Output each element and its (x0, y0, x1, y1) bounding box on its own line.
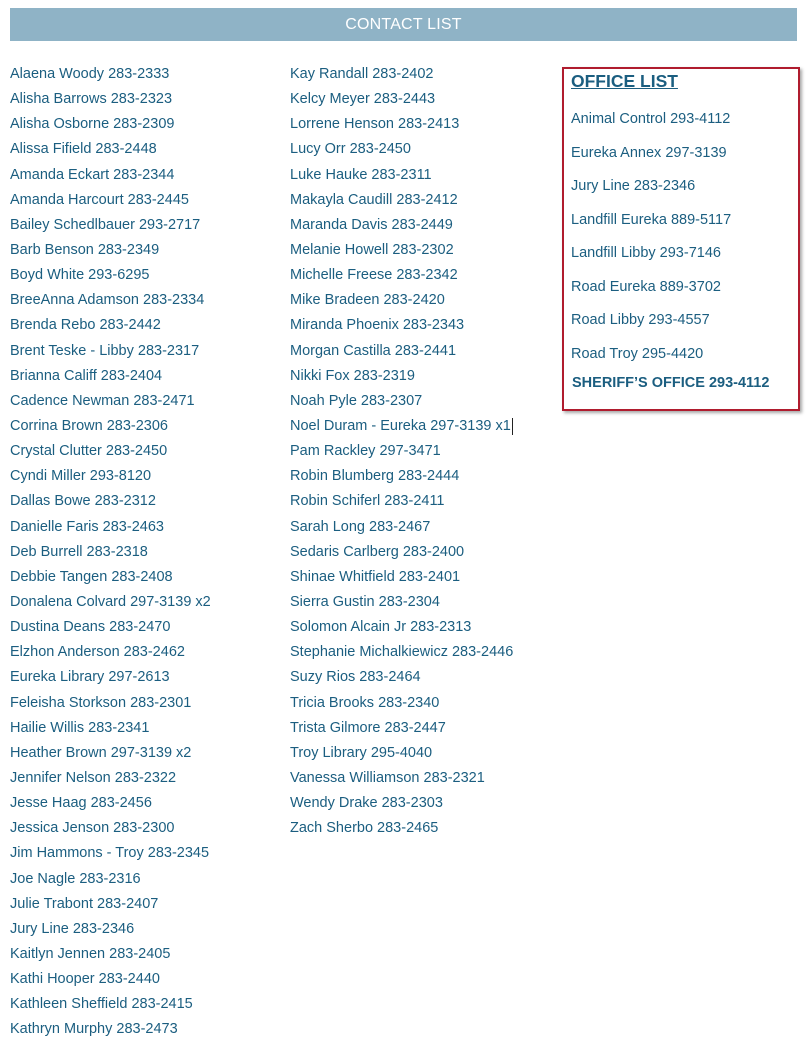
contact-item: Shinae Whitfield 283-2401 (290, 568, 461, 585)
contact-item: Bailey Schedlbauer 293-2717 (10, 216, 201, 233)
contact-item: Morgan Castilla 283-2441 (290, 342, 457, 359)
contact-item: Crystal Clutter 283-2450 (10, 443, 168, 460)
contact-item: Barb Benson 283-2349 (10, 241, 160, 258)
contact-item: Alisha Osborne 283-2309 (10, 116, 175, 133)
contact-item: Makayla Caudill 283-2412 (290, 191, 458, 208)
contact-item: Amanda Harcourt 283-2445 (10, 191, 189, 208)
contact-item: Joe Nagle 283-2316 (10, 870, 141, 887)
office-item: Road Eureka 889-3702 (571, 278, 721, 295)
contact-item: Maranda Davis 283-2449 (290, 216, 453, 233)
contact-item: Amanda Eckart 283-2344 (10, 166, 175, 183)
office-item: Road Libby 293-4557 (571, 312, 710, 328)
office-item: Eureka Annex 297-3139 (571, 144, 727, 161)
contact-item: BreeAnna Adamson 283-2334 (10, 292, 205, 309)
contact-item: Lorrene Henson 283-2413 (290, 116, 460, 133)
contact-item: Melanie Howell 283-2302 (290, 241, 454, 258)
contact-item: Debbie Tangen 283-2408 (10, 568, 173, 585)
text-cursor (512, 418, 513, 435)
sheriff-office-entry: SHERIFF’S OFFICE 293-4112 (572, 375, 770, 391)
contact-item: Kathryn Murphy 283-2473 (10, 1021, 178, 1038)
contact-item: Lucy Orr 283-2450 (290, 141, 411, 158)
contact-item: Kelcy Meyer 283-2443 (290, 91, 436, 108)
office-item: Landfill Libby 293-7146 (571, 245, 721, 261)
office-list (571, 107, 731, 375)
contact-item: Julie Trabont 283-2407 (10, 895, 159, 912)
contact-item: Cyndi Miller 293-8120 (10, 468, 152, 485)
contact-item: Dustina Deans 283-2470 (10, 619, 171, 636)
contact-item: Solomon Alcain Jr 283-2313 (290, 619, 472, 636)
contact-item: Zach Sherbo 283-2465 (290, 820, 439, 837)
contact-item: Tricia Brooks 283-2340 (290, 694, 440, 711)
contact-item: Sierra Gustin 283-2304 (290, 593, 440, 610)
contact-item: Dallas Bowe 283-2312 (10, 493, 156, 510)
contact-item: Wendy Drake 283-2303 (290, 795, 443, 812)
office-item: Animal Control 293-4112 (571, 111, 731, 127)
contact-item: Robin Blumberg 283-2444 (290, 468, 460, 485)
contact-item: Noel Duram - Eureka 297-3139 x1 (290, 417, 511, 434)
contact-item: Noah Pyle 283-2307 (290, 392, 423, 409)
contact-item: Cadence Newman 283-2471 (10, 392, 195, 409)
contact-item: Nikki Fox 283-2319 (290, 367, 415, 384)
contact-item: Eureka Library 297-2613 (10, 669, 170, 686)
contact-item: Sedaris Carlberg 283-2400 (290, 543, 465, 560)
contact-item: Corrina Brown 283-2306 (10, 417, 168, 434)
contact-item: Boyd White 293-6295 (10, 267, 150, 284)
contact-item: Luke Hauke 283-2311 (290, 166, 432, 183)
contact-item: Danielle Faris 283-2463 (10, 518, 164, 535)
office-item: Jury Line 283-2346 (571, 178, 696, 194)
contact-item: Brianna Califf 283-2404 (10, 367, 163, 384)
contact-item: Jessica Jenson 283-2300 (10, 820, 175, 837)
contact-item: Donalena Colvard 297-3139 x2 (10, 593, 211, 610)
contact-item: Kathi Hooper 283-2440 (10, 971, 160, 988)
contact-item: Feleisha Storkson 283-2301 (10, 694, 192, 711)
contact-item: Hailie Willis 283-2341 (10, 719, 150, 736)
contact-item: Kay Randall 283-2402 (290, 66, 434, 82)
page-title: CONTACT LIST (345, 15, 462, 33)
contact-item: Stephanie Michalkiewicz 283-2446 (290, 644, 514, 661)
contact-item: Alaena Woody 283-2333 (10, 66, 170, 82)
contact-item: Heather Brown 297-3139 x2 (10, 744, 192, 761)
contact-item: Alissa Fifield 283-2448 (10, 141, 157, 158)
contact-item: Robin Schiferl 283-2411 (290, 493, 445, 510)
contact-item: Pam Rackley 297-3471 (290, 443, 441, 460)
contact-item: Jesse Haag 283-2456 (10, 795, 152, 812)
contact-item: Michelle Freese 283-2342 (290, 267, 458, 284)
contact-item: Jury Line 283-2346 (10, 920, 135, 937)
contact-item: Brent Teske - Libby 283-2317 (10, 342, 200, 359)
contact-item: Kaitlyn Jennen 283-2405 (10, 945, 171, 962)
contact-item: Trista Gilmore 283-2447 (290, 719, 446, 736)
contact-item: Jennifer Nelson 283-2322 (10, 769, 177, 786)
contact-item: Troy Library 295-4040 (290, 744, 433, 761)
contact-item: Alisha Barrows 283-2323 (10, 91, 173, 108)
contact-item: Elzhon Anderson 283-2462 (10, 644, 185, 661)
contact-item: Deb Burrell 283-2318 (10, 543, 148, 560)
contact-item: Miranda Phoenix 283-2343 (290, 317, 465, 334)
contact-list-header (10, 8, 797, 41)
contact-item: Jim Hammons - Troy 283-2345 (10, 845, 210, 862)
contact-column-1 (10, 62, 211, 1042)
office-item: Road Troy 295-4420 (571, 345, 704, 362)
office-list-box (562, 67, 800, 411)
contact-item: Vanessa Williamson 283-2321 (290, 769, 485, 786)
office-item: Landfill Eureka 889-5117 (571, 211, 732, 228)
contact-item: Suzy Rios 283-2464 (290, 669, 421, 686)
contact-column-2 (290, 62, 513, 841)
contact-item: Sarah Long 283-2467 (290, 518, 431, 535)
contact-item: Kathleen Sheffield 283-2415 (10, 996, 193, 1013)
contact-item: Brenda Rebo 283-2442 (10, 317, 161, 334)
office-list-title: OFFICE LIST (571, 71, 678, 91)
contact-item: Mike Bradeen 283-2420 (290, 292, 445, 309)
